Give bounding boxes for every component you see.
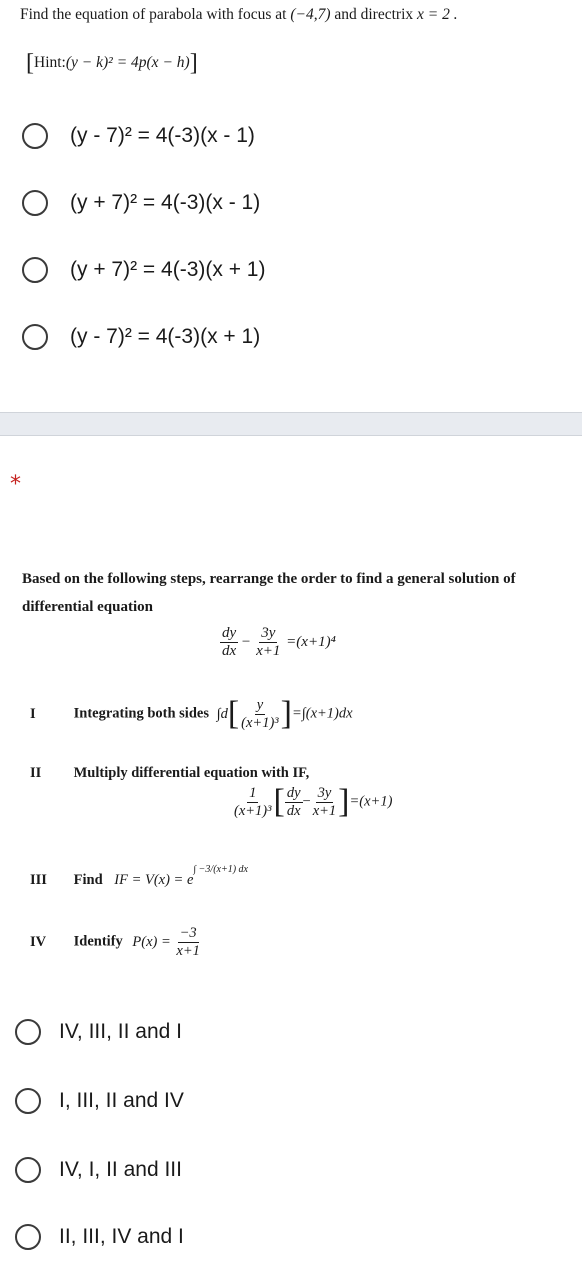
q1-option-1[interactable]: (y - 7)² = 4(-3)(x - 1) bbox=[22, 123, 255, 149]
q2-option-3[interactable]: IV, I, II and III bbox=[15, 1157, 182, 1183]
q1-option-3[interactable]: (y + 7)² = 4(-3)(x + 1) bbox=[22, 257, 265, 283]
q2-option-4[interactable]: II, III, IV and I bbox=[15, 1224, 184, 1250]
radio-button[interactable] bbox=[22, 324, 48, 350]
q2-option-1[interactable]: IV, III, II and I bbox=[15, 1019, 182, 1045]
differential-equation: $\frac{dy}{dx}$ − $\frac{3y}{x+1}$ =(x+1)⁴ bbox=[222, 625, 336, 660]
radio-button[interactable] bbox=[22, 257, 48, 283]
q2-option-2[interactable]: I, III, II and IV bbox=[15, 1088, 184, 1114]
step-4: IV Identify P(x) = $\frac{-3}{x+1}$ bbox=[30, 925, 200, 959]
q1-option-2[interactable]: (y + 7)² = 4(-3)(x - 1) bbox=[22, 190, 260, 216]
hint: [Hint:(y − k)² = 4p(x − h)] bbox=[26, 50, 198, 76]
directrix: x = 2 . bbox=[417, 6, 458, 23]
step-1: I Integrating both sides ∫d[ $\frac{y}{\text{(x+1)³}}$ ]=∫(x+1)dx bbox=[30, 695, 353, 733]
step-3: III Find IF = $V(x) = e^{\int -3/(x+1) dx}$ bbox=[30, 864, 248, 888]
focus-point: (−4,7) bbox=[290, 6, 331, 23]
required-marker: * bbox=[10, 472, 21, 497]
step-2-math: $\frac{1}{\text{(x+1)³}}$ [ $\frac{dy}{dx}$ − $\frac{3y}{x+1}$ ]=(x+1) bbox=[234, 783, 393, 821]
hint-bracket-right: ] bbox=[189, 50, 198, 76]
radio-button[interactable] bbox=[15, 1224, 41, 1250]
radio-button[interactable] bbox=[22, 190, 48, 216]
question-1-title: Find the equation of parabola with focus at (−4,7) and directrix x = 2 . bbox=[20, 6, 458, 23]
step-2-label: II Multiply differential equation with IF, bbox=[30, 765, 310, 781]
radio-button[interactable] bbox=[15, 1088, 41, 1114]
radio-button[interactable] bbox=[22, 123, 48, 149]
question-2-prompt-line-1: Based on the following steps, rearrange the order to find a general solution of bbox=[22, 571, 516, 587]
hint-bracket-left: [ bbox=[26, 50, 34, 76]
question-2-prompt-line-2: differential equation bbox=[22, 599, 153, 615]
radio-button[interactable] bbox=[15, 1019, 41, 1045]
radio-button[interactable] bbox=[15, 1157, 41, 1183]
section-divider bbox=[0, 412, 582, 436]
q1-option-4[interactable]: (y - 7)² = 4(-3)(x + 1) bbox=[22, 324, 260, 350]
